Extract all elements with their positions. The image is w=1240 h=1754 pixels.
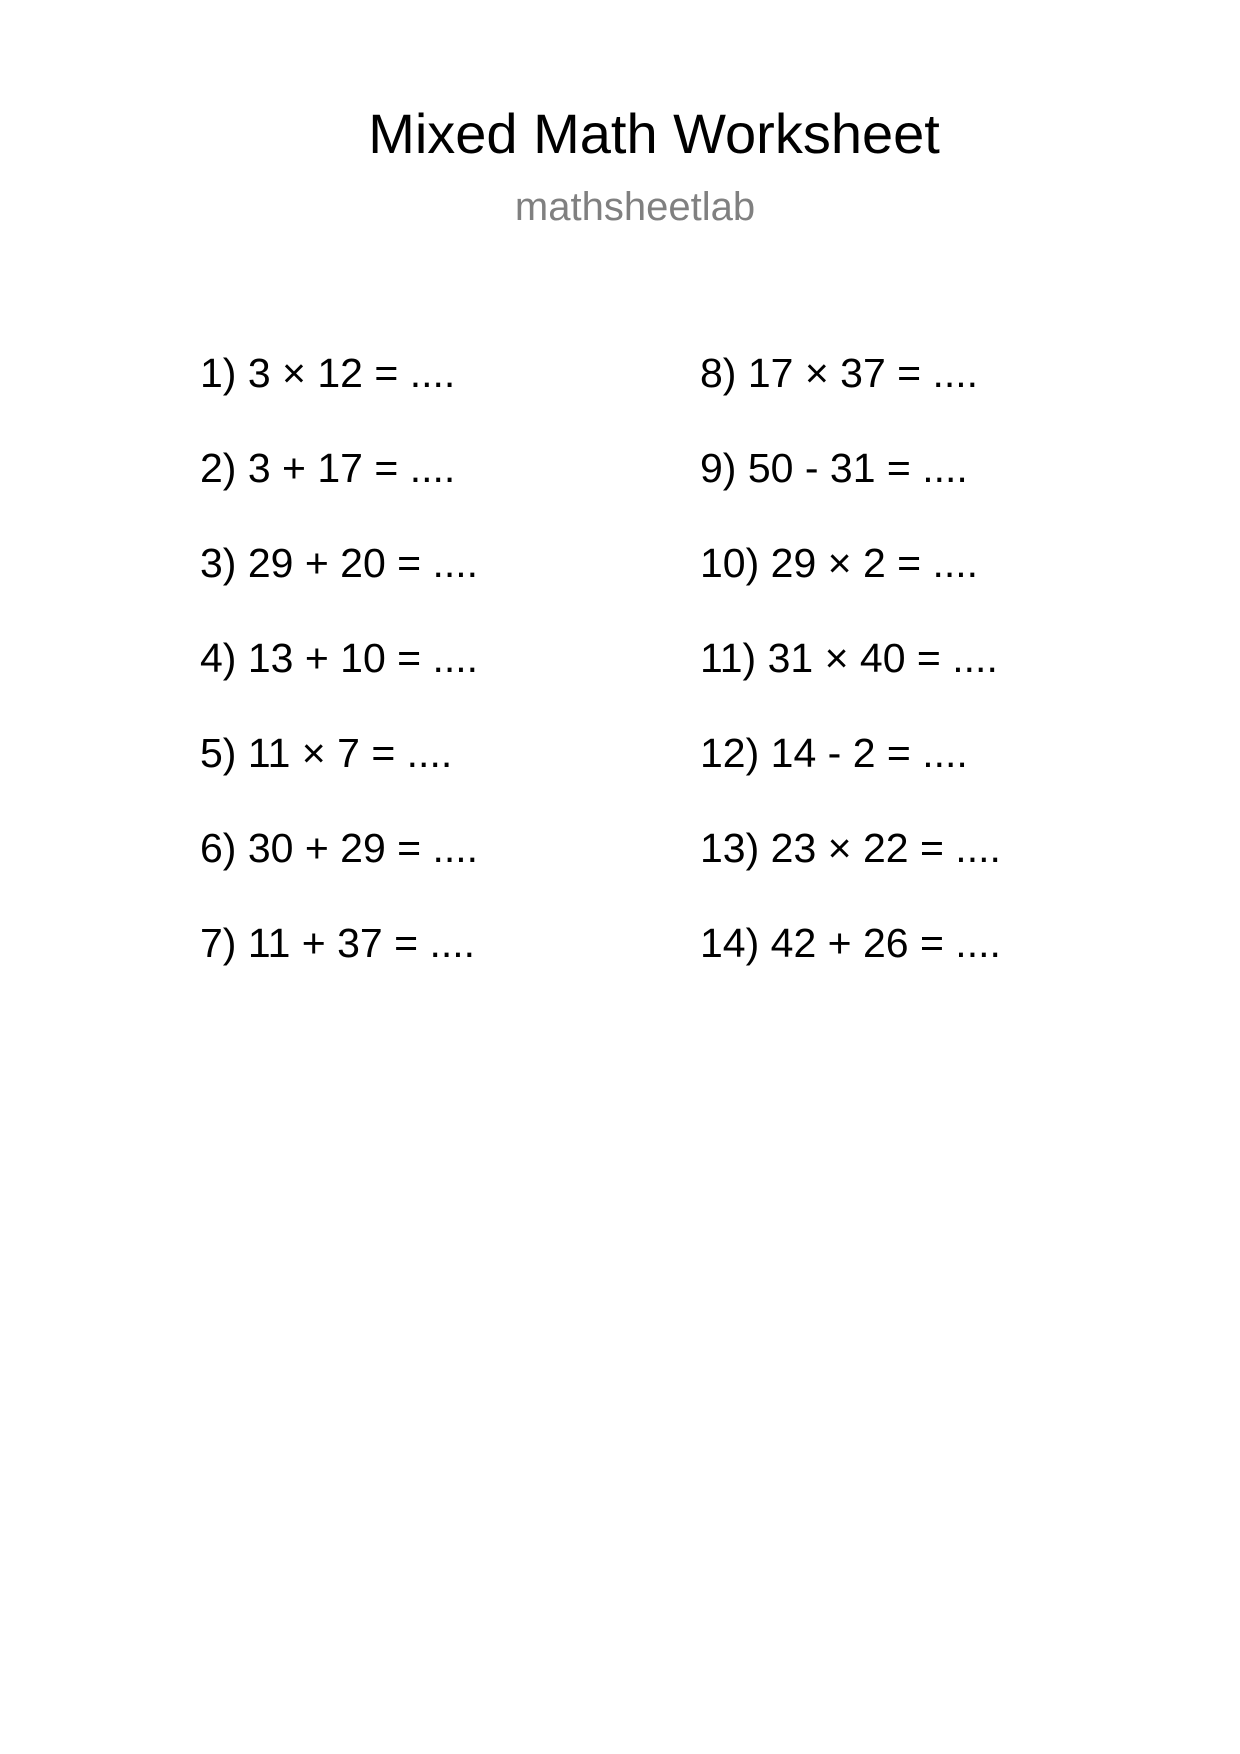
- problem-11: 11) 31 × 40 = ....: [700, 635, 998, 681]
- worksheet-subtitle: mathsheetlab: [514, 185, 756, 229]
- problem-3: 3) 29 + 20 = ....: [200, 540, 479, 586]
- worksheet-title: Mixed Math Worksheet: [368, 102, 940, 165]
- problem-1: 1) 3 × 12 = ....: [200, 350, 456, 396]
- problem-8: 8) 17 × 37 = ....: [700, 350, 979, 396]
- problems-column-right: [700, 348, 1001, 1013]
- problem-6: 6) 30 + 29 = ....: [200, 825, 479, 871]
- problem-2: 2) 3 + 17 = ....: [200, 445, 456, 491]
- problem-12: 12) 14 - 2 = ....: [700, 730, 968, 776]
- problem-13: 13) 23 × 22 = ....: [700, 825, 1001, 871]
- problem-9: 9) 50 - 31 = ....: [700, 445, 968, 491]
- problem-4: 4) 13 + 10 = ....: [200, 635, 479, 681]
- problem-7: 7) 11 + 37 = ....: [200, 920, 476, 966]
- problems-column-left: [200, 348, 478, 1013]
- problem-10: 10) 29 × 2 = ....: [700, 540, 979, 586]
- problem-5: 5) 11 × 7 = ....: [200, 730, 453, 776]
- problem-14: 14) 42 + 26 = ....: [700, 920, 1001, 966]
